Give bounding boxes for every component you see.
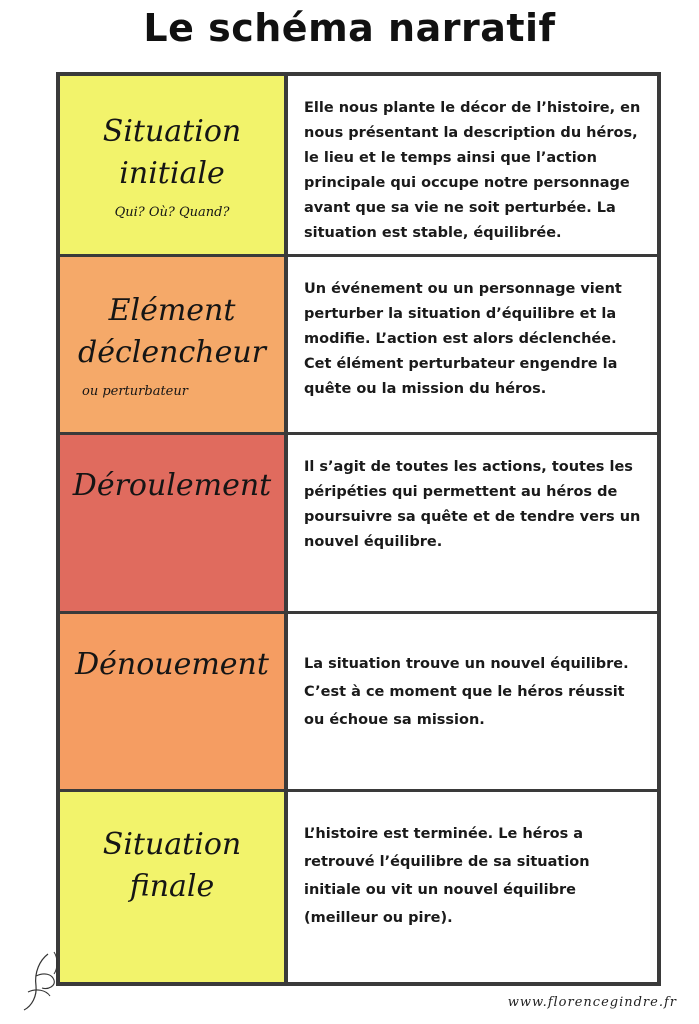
heading-line: initiale [119, 155, 225, 191]
row-situation-finale [60, 792, 657, 982]
heading-cell [60, 76, 288, 254]
heading-cell [60, 257, 288, 432]
row-situation-initiale [60, 76, 657, 257]
narrative-schema-table [56, 72, 661, 986]
heading-line: Situation [102, 113, 242, 149]
row-denouement [60, 614, 657, 792]
heading-line: déclencheur [78, 335, 266, 370]
page-title: Le schéma narratif [143, 6, 556, 50]
signature-logo-icon [14, 946, 74, 1016]
heading-line: Dénouement [75, 647, 269, 682]
heading-cell [60, 792, 288, 982]
row-deroulement [60, 435, 657, 614]
heading-cell [60, 614, 288, 789]
heading-line: Elément [108, 293, 236, 328]
heading-subtitle: Qui? Où? Quand? [114, 204, 230, 220]
row-element-declencheur [60, 257, 657, 435]
heading-line: Situation [102, 827, 242, 862]
description-cell: Elle nous plante le décor de l’histoire, en nous présentant la description du héros, le lieu et le temps ainsi que l’action principale qui occupe notre personnage avant que sa vie ne soit perturbée. La situation est stable, équilibrée. [288, 76, 657, 254]
description-cell: L’histoire est terminée. Le héros a retrouvé l’équilibre de sa situation initiale ou vit un nouvel équilibre (meilleur ou pire). [288, 792, 657, 982]
heading-line: finale [129, 869, 215, 904]
heading-subtitle: ou perturbateur [82, 384, 188, 399]
description-cell: Un événement ou un personnage vient perturber la situation d’équilibre et la modifie. L’action est alors déclenchée. Cet élément perturbateur engendre la quête ou la mission du héros. [288, 257, 657, 432]
footer-url: www.florencegindre.fr [507, 995, 677, 1010]
heading-cell [60, 435, 288, 611]
heading-line: Déroulement [72, 468, 272, 503]
description-cell: Il s’agit de toutes les actions, toutes les péripéties qui permettent au héros de poursuivre sa quête et de tendre vers un nouvel équilibre. [288, 435, 657, 611]
description-cell: La situation trouve un nouvel équilibre. C’est à ce moment que le héros réussit ou échoue sa mission. [288, 614, 657, 789]
